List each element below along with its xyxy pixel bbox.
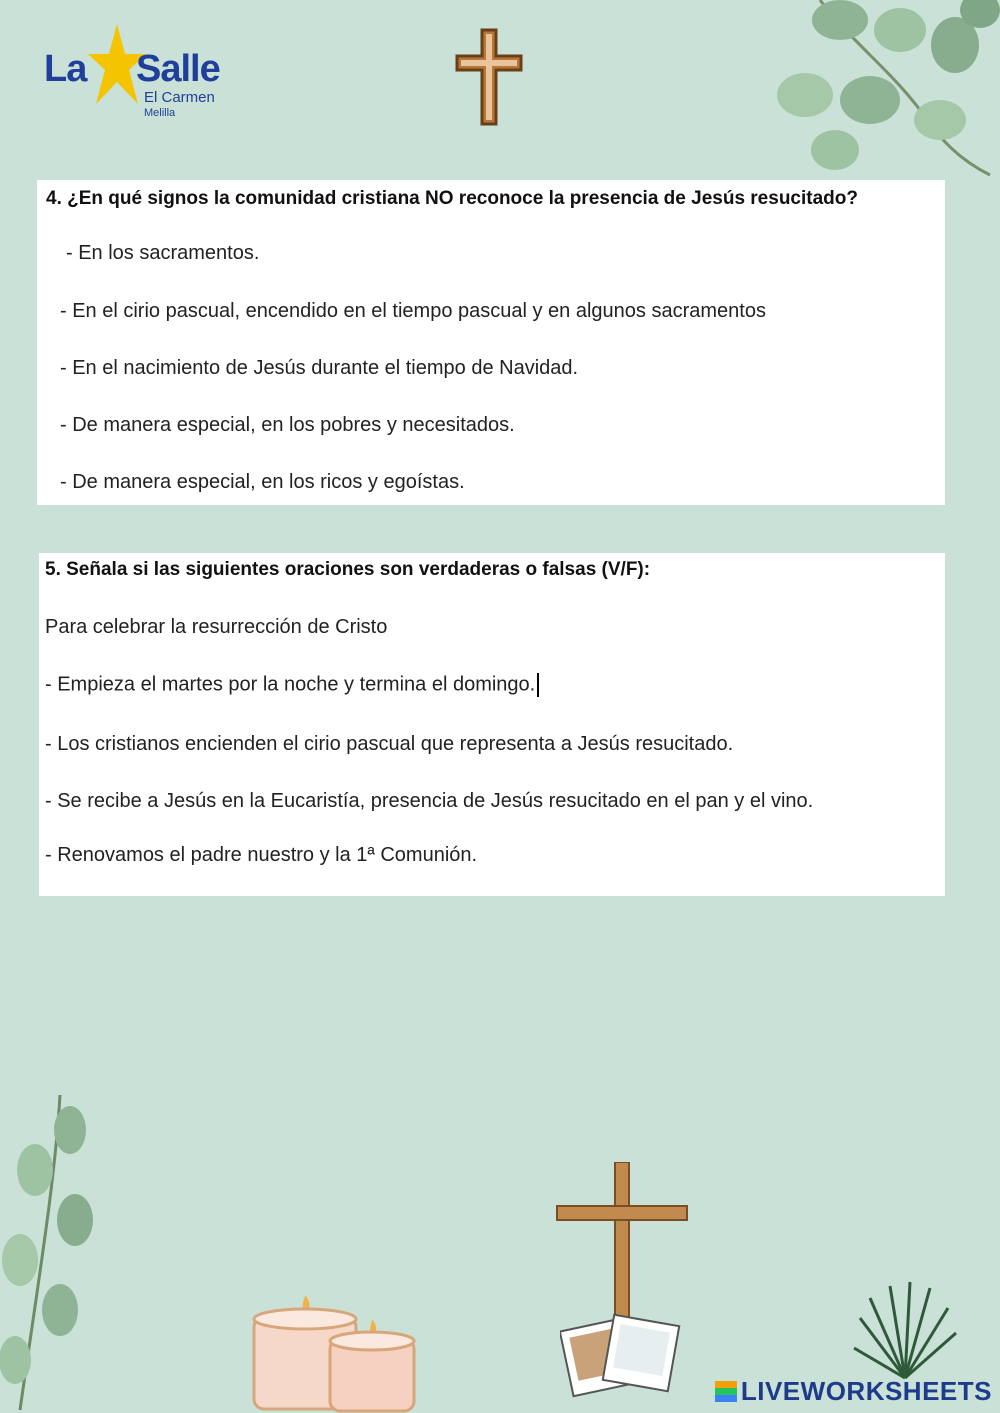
logo-salle-text: Salle bbox=[136, 48, 220, 90]
liveworksheets-brand bbox=[715, 1376, 992, 1407]
logo-la-text: La bbox=[44, 48, 87, 90]
question-4-option[interactable]: - De manera especial, en los pobres y necesitados. bbox=[60, 414, 515, 436]
question-5-card bbox=[39, 553, 945, 896]
statement-text: - Empieza el martes por la noche y termina el domingo. bbox=[45, 673, 536, 696]
question-5-title: 5. Señala si las siguientes oraciones son verdaderas o falsas (V/F): bbox=[45, 559, 651, 580]
text-cursor bbox=[537, 673, 539, 697]
question-5-statement[interactable] bbox=[45, 673, 539, 697]
question-4-option[interactable]: - En el cirio pascual, encendido en el tiempo pascual y en algunos sacramentos bbox=[60, 300, 766, 322]
leaf-branch-icon bbox=[0, 1090, 110, 1413]
question-4-title: 4. ¿En qué signos la comunidad cristiana NO reconoce la presencia de Jesús resucitado? bbox=[46, 188, 858, 209]
liveworksheets-brand-text: LIVEWORKSHEETS bbox=[740, 1376, 992, 1406]
logo-city: Melilla bbox=[144, 107, 176, 119]
candles-icon bbox=[250, 1295, 420, 1413]
question-5-intro: Para celebrar la resurrección de Cristo bbox=[45, 616, 388, 638]
question-5-statement[interactable]: - Se recibe a Jesús en la Eucaristía, presencia de Jesús resucitado en el pan y el vino. bbox=[45, 790, 814, 812]
question-4-card bbox=[37, 180, 945, 505]
question-4-option[interactable]: - En los sacramentos. bbox=[66, 242, 260, 264]
palm-leaf-icon bbox=[850, 1278, 960, 1388]
cross-icon bbox=[455, 28, 523, 126]
question-5-statement[interactable]: - Los cristianos encienden el cirio pascual que representa a Jesús resucitado. bbox=[45, 733, 734, 755]
liveworksheets-logo-icon bbox=[715, 1381, 737, 1403]
question-4-option[interactable]: - En el nacimiento de Jesús durante el tiempo de Navidad. bbox=[60, 357, 579, 379]
eucalyptus-leaves-icon bbox=[760, 0, 1000, 180]
logo-subtitle: El Carmen bbox=[144, 89, 215, 106]
question-5-statement[interactable]: - Renovamos el padre nuestro y la 1ª Comunión. bbox=[45, 844, 478, 866]
photos-icon bbox=[560, 1310, 685, 1400]
question-4-option[interactable]: - De manera especial, en los ricos y egoístas. bbox=[60, 471, 465, 493]
school-logo bbox=[44, 22, 244, 122]
